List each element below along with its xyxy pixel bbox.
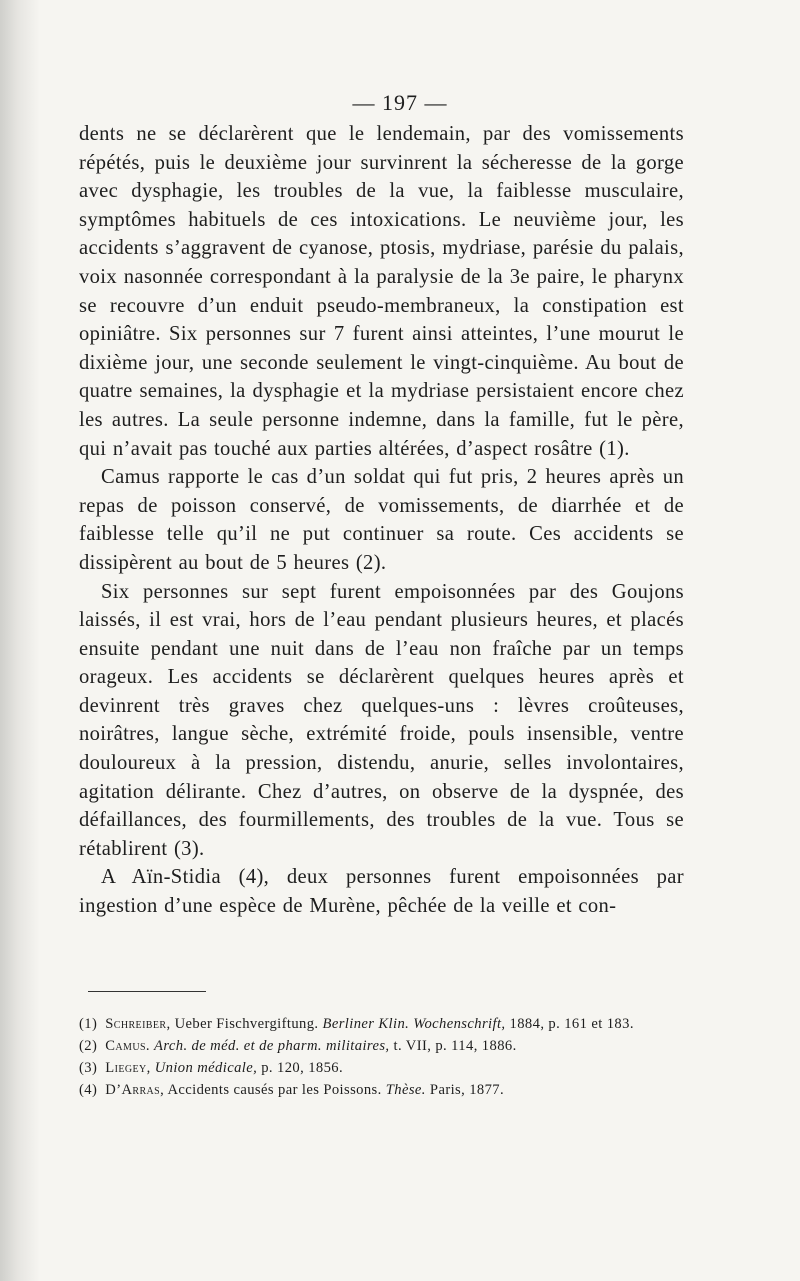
page-edge-shadow [0,0,40,1281]
footnote-source: Thèse. [385,1082,426,1098]
footnote-number: (3) [79,1060,98,1076]
footnote-details: p. 120, 1856. [261,1060,344,1076]
footnote-title: Ueber Fischvergiftung. [174,1016,319,1032]
paragraph-camus-case: Camus rapporte le cas d’un soldat qui fut pris, 2 heures après un repas de poisson conservé, de vomissements, de diarrhée et de faiblesse telle qu’il ne put continuer sa route. Ces accidents se dissipèrent au bout de 5 heures (2). [79,466,684,574]
footnote-author: Schreiber, [105,1016,171,1032]
footnote-source: Union médicale, [154,1060,258,1076]
footnote-author: D’Arras, [105,1082,165,1098]
footnote-source: Berliner Klin. Wochenschrift, [322,1016,506,1032]
paragraph-intoxication-continued: dents ne se déclarèrent que le lendemain, par des vomissements répétés, puis le deuxième jour survinrent la sécheresse de la gorge avec dysphagie, les troubles de la vue, la faiblesse musculaire, symptômes habituels de ces intoxications. Le neuvième jour, les accidents s’aggravent de cyanose, ptosis, mydriase, parésie du palais, voix nasonnée correspondant à la paralysie de la 3e paire, le pharynx se recouvre d’un enduit pseudo-membraneux, la constipation est opiniâtre. Six personnes sur 7 furent ainsi atteintes, l’une mourut le dixième jour, une seconde seulement le vingt-cinquième. Au bout de quatre semaines, la dysphagie et la mydriase persistaient encore chez les autres. La seule personne indemne, dans la famille, fut le père, qui n’avait pas touché aux parties altérées, d’aspect rosâtre (1). [79,123,684,460]
footnote-number: (1) [79,1016,98,1032]
paragraph-ain-stidia-case: A Aïn-Stidia (4), deux personnes furent empoisonnées par ingestion d’une espèce de Murène, pêchée de la veille et con- [79,866,684,918]
footnote-number: (2) [79,1038,98,1054]
footnote-details: Paris, 1877. [429,1082,505,1098]
page-number: — 197 — [352,90,448,115]
footnote-4 [79,1079,699,1101]
footnote-3 [79,1057,699,1079]
footnotes [79,1013,699,1101]
main-text [79,120,684,921]
footnote-1 [79,1013,699,1035]
footnote-2 [79,1035,699,1057]
footnote-details: 1884, p. 161 et 183. [509,1016,634,1032]
footnote-number: (4) [79,1082,98,1098]
footnote-author: Camus. [105,1038,150,1054]
footnote-separator [88,991,206,992]
paragraph-goujons-case: Six personnes sur sept furent empoisonnées par des Goujons laissés, il est vrai, hors de l’eau pendant plusieurs heures, et placés ensuite pendant une nuit dans de l’eau non fraîche par un temps orageux. Les accidents se déclarèrent quelques heures après et devinrent très graves chez quelques-uns : lèvres croûteuses, noirâtres, langue sèche, extrémité froide, pouls insensible, ventre douloureux à la pression, distendu, anurie, selles involontaires, agitation délirante. Chez d’autres, on observe de la dyspnée, des défaillances, des fourmillements, des troubles de la vue. Tous se rétablirent (3). [79,580,684,860]
footnote-author: Liegey, [105,1060,151,1076]
footnote-title: Accidents causés par les Poissons. [167,1082,382,1098]
footnote-details: t. VII, p. 114, 1886. [393,1038,517,1054]
footnote-source: Arch. de méd. et de pharm. militaires, [154,1038,390,1054]
